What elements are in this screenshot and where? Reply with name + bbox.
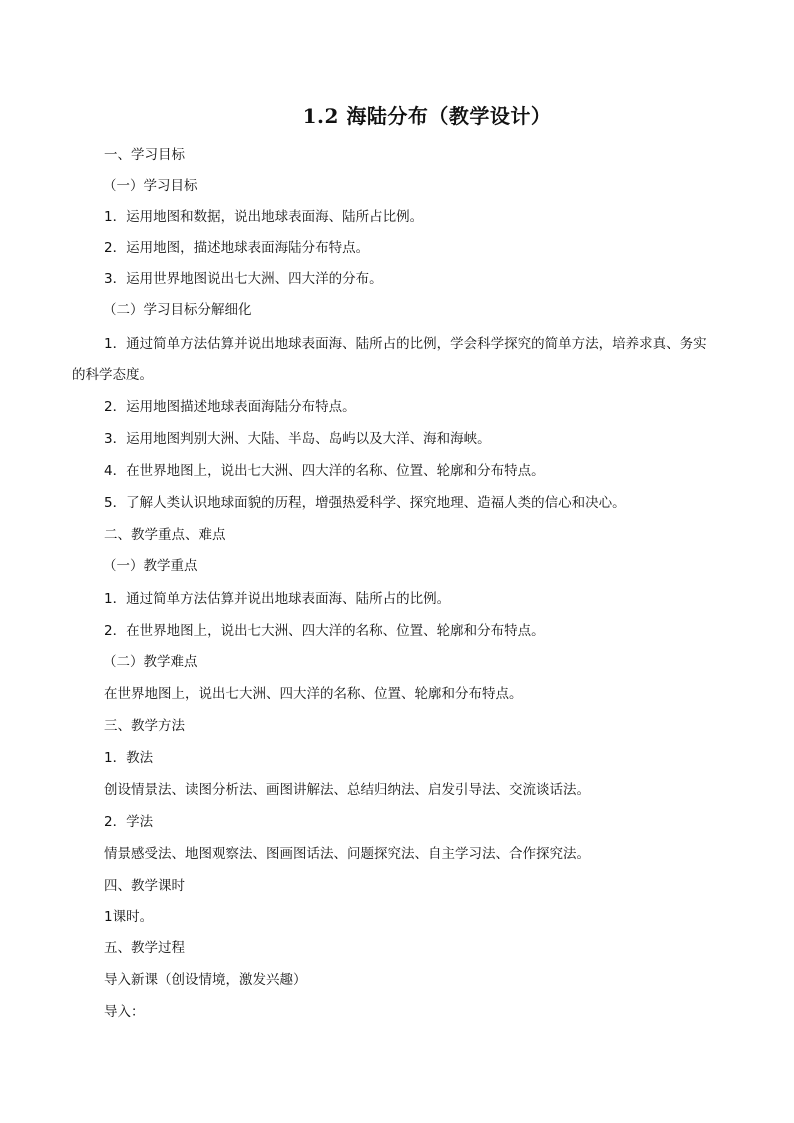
class-hours-text: 1课时。 xyxy=(104,909,154,925)
breakdown-item-2: 2．运用地图描述地球表面海陆分布特点。 xyxy=(104,399,356,415)
section-heading-key-points: 二、教学重点、难点 xyxy=(104,527,226,543)
key-point-item-2: 2．在世界地图上，说出七大洲、四大洋的名称、位置、轮廓和分布特点。 xyxy=(104,623,545,639)
process-intro-label: 导入： xyxy=(104,1004,145,1020)
breakdown-item-4: 4．在世界地图上，说出七大洲、四大洋的名称、位置、轮廓和分布特点。 xyxy=(104,463,545,479)
goal-item-3: 3．运用世界地图说出七大洲、四大洋的分布。 xyxy=(104,271,383,287)
subheading-goal-breakdown: （二）学习目标分解细化 xyxy=(103,302,252,318)
breakdown-item-5: 5．了解人类认识地球面貌的历程，增强热爱科学、探究地理、造福人类的信心和决心。 xyxy=(104,495,626,511)
section-heading-process: 五、教学过程 xyxy=(104,940,185,956)
section-heading-class-hours: 四、教学课时 xyxy=(104,878,185,894)
subheading-key-points: （一）教学重点 xyxy=(103,558,198,574)
section-heading-methods: 三、教学方法 xyxy=(104,718,185,734)
method-learning-heading: 2．学法 xyxy=(104,814,154,830)
goal-item-1: 1．运用地图和数据，说出地球表面海、陆所占比例。 xyxy=(104,209,424,225)
subheading-difficult-points: （二）教学难点 xyxy=(103,654,198,670)
subheading-learning-goals: （一）学习目标 xyxy=(103,178,198,194)
method-learning-text: 情景感受法、地图观察法、图画图话法、问题探究法、自主学习法、合作探究法。 xyxy=(104,846,590,862)
breakdown-item-1: 1．通过简单方法估算并说出地球表面海、陆所占的比例，学会科学探究的简单方法，培养求真、务实 xyxy=(104,336,707,352)
method-teaching-text: 创设情景法、读图分析法、画图讲解法、总结归纳法、启发引导法、交流谈话法。 xyxy=(104,782,590,798)
document-title: 1.2 海陆分布（教学设计） xyxy=(302,104,552,128)
difficult-point-text: 在世界地图上，说出七大洲、四大洋的名称、位置、轮廓和分布特点。 xyxy=(104,686,523,702)
breakdown-item-1-continued: 的科学态度。 xyxy=(72,367,153,383)
section-heading-learning-goals: 一、学习目标 xyxy=(104,147,185,163)
goal-item-2: 2．运用地图，描述地球表面海陆分布特点。 xyxy=(104,240,370,256)
key-point-item-1: 1．通过简单方法估算并说出地球表面海、陆所占的比例。 xyxy=(104,591,451,607)
process-intro-heading: 导入新课（创设情境，激发兴趣） xyxy=(104,972,307,988)
breakdown-item-3: 3．运用地图判别大洲、大陆、半岛、岛屿以及大洋、海和海峡。 xyxy=(104,431,491,447)
method-teaching-heading: 1．教法 xyxy=(104,750,154,766)
